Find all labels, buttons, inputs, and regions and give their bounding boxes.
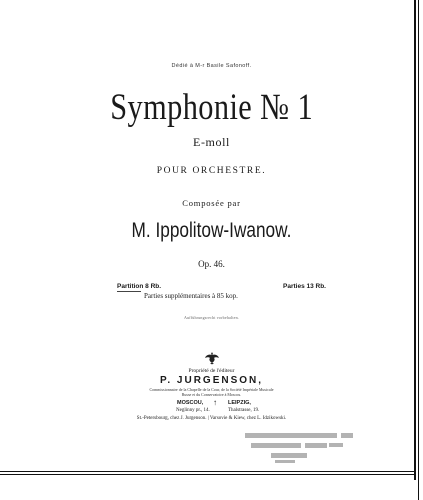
opus: Op. 46. [198, 259, 225, 269]
imperial-eagle-icon [204, 351, 220, 365]
composer [0, 220, 423, 241]
city-moscow: MOSCOU, [177, 400, 204, 406]
page-title-text: Symphonie № 1 [110, 87, 313, 128]
page-edge-line [418, 0, 419, 500]
page-title [0, 89, 423, 126]
address-moscow: Neglinny pr., 14. [176, 408, 210, 413]
composer-name: M. Ippolitow-Iwanow. [131, 219, 292, 242]
publisher-ownership: Propriété de l'éditeur [188, 368, 235, 374]
library-stamp-icon [245, 429, 355, 469]
publisher-appointment: Russe et du Conservatoire à Moscou. [181, 392, 242, 397]
key: E-moll [193, 135, 230, 149]
up-arrow-icon: ↑ [213, 398, 217, 407]
page-edge-line [0, 471, 416, 472]
city-leipzig: LEIPZIG, [228, 400, 251, 406]
price-supplementary: Parties supplémentaires à 85 kop. [144, 292, 238, 300]
price-parties: Parties 13 Rb. [283, 283, 326, 290]
composed-by: Composée par [182, 198, 241, 208]
publisher-name: P. JURGENSON, [159, 375, 264, 386]
address-leipzig: Thalstrasse, 19. [228, 408, 260, 413]
branch-offices: St.-Petersbourg, chez J. Jurgenson. | Varsovie & Kiew, chez L. Idzikowski. [136, 416, 287, 421]
price-partition: Partition 8 Rb. [117, 283, 162, 290]
price-underline [117, 291, 141, 292]
publisher-appointment: Commissionnaire de la Chapelle de la Cour, de la Société Impériale Musicale [149, 387, 274, 392]
page-edge-line [0, 474, 416, 475]
dedication: Dédié à M-r Basile Safonoff. [171, 63, 252, 69]
rights-note: Aufführungsrecht vorbehalten. [183, 315, 240, 320]
genre: POUR ORCHESTRE. [156, 166, 267, 176]
